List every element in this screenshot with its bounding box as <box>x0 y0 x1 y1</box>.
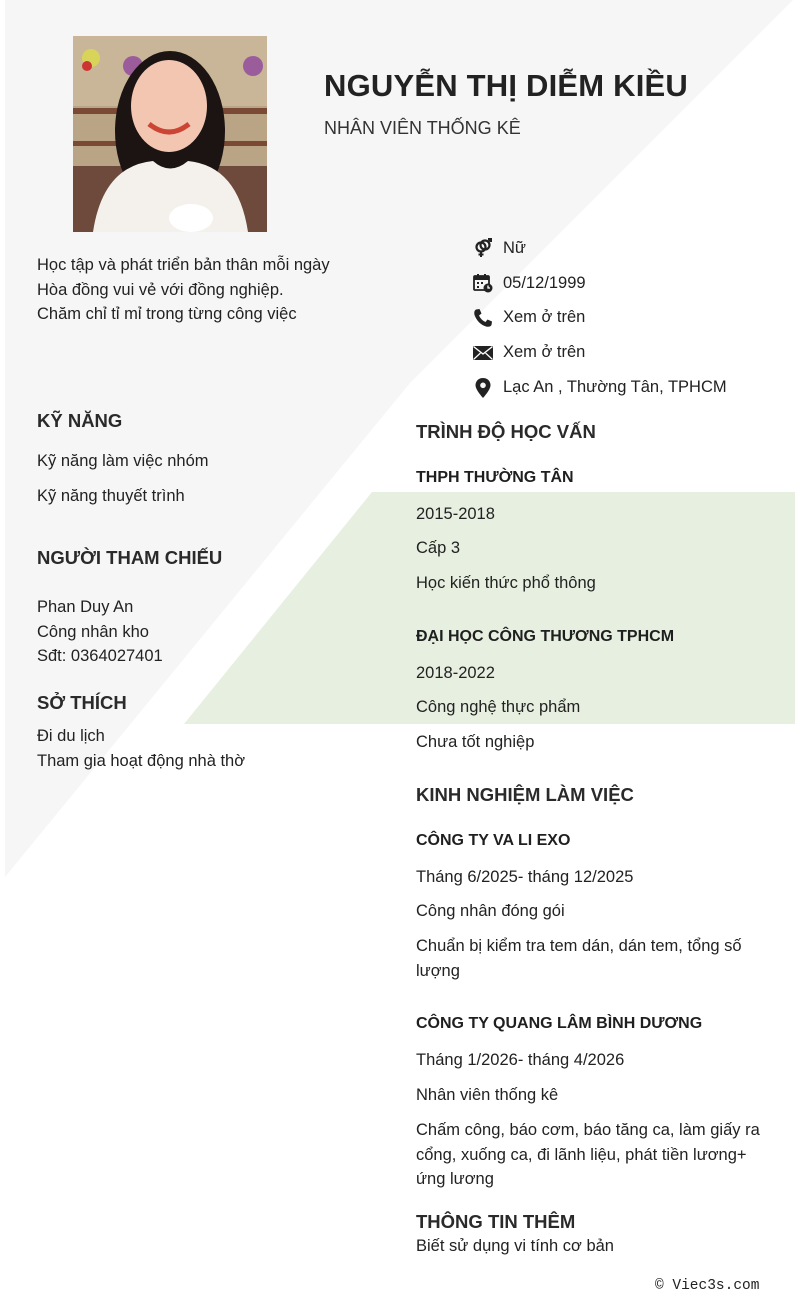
experience-position: Công nhân đóng gói <box>416 902 565 920</box>
references-heading: NGƯỜI THAM CHIẾU <box>37 547 223 568</box>
education-major: Cấp 3 <box>416 539 461 557</box>
birthdate-value: 05/12/1999 <box>503 273 586 292</box>
about-line: Học tập và phát triển bản thân mỗi ngày <box>37 256 330 274</box>
contact-birthdate <box>472 266 727 301</box>
education-period: 2018-2022 <box>416 664 495 682</box>
phone-value: Xem ở trên <box>503 308 586 327</box>
skill-item: Kỹ năng thuyết trình <box>37 487 185 505</box>
gender-value: Nữ <box>503 238 526 257</box>
calendar-icon <box>472 272 494 294</box>
candidate-name: NGUYỄN THỊ DIỄM KIỀU <box>324 68 688 103</box>
about-line: Hòa đồng vui vẻ với đồng nghiệp. <box>37 280 284 299</box>
additional-text: Biết sử dụng vi tính cơ bản <box>416 1237 614 1255</box>
address-value: Lạc An , Thường Tân, TPHCM <box>503 378 727 397</box>
education-school: ĐẠI HỌC CÔNG THƯƠNG TPHCM <box>416 628 675 645</box>
hobby-item: Đi du lịch <box>37 727 105 745</box>
skill-item: Kỹ năng làm việc nhóm <box>37 452 209 470</box>
education-heading: TRÌNH ĐỘ HỌC VẤN <box>416 421 596 442</box>
experience-heading: KINH NGHIỆM LÀM VIỆC <box>416 784 634 805</box>
education-period: 2015-2018 <box>416 505 495 523</box>
experience-description: Chấm công, báo cơm, báo tăng ca, làm giấy ra cổng, xuống ca, đi lãnh liệu, phát tiền lương+ ứng lương <box>416 1121 760 1188</box>
experience-company: CÔNG TY QUANG LÂM BÌNH DƯƠNG <box>416 1015 703 1032</box>
experience-description: Chuẩn bị kiểm tra tem dán, dán tem, tổng số lượng <box>416 937 742 980</box>
contact-phone <box>472 301 727 336</box>
reference-phone: Sđt: 0364027401 <box>37 647 163 665</box>
contact-email <box>472 335 727 370</box>
experience-period: Tháng 1/2026- tháng 4/2026 <box>416 1051 625 1069</box>
reference-name: Phan Duy An <box>37 598 134 616</box>
copyright[interactable]: © Viec3s.com <box>655 1278 760 1294</box>
contact-info <box>472 231 727 405</box>
email-value: Xem ở trên <box>503 343 586 362</box>
about-section <box>37 253 330 327</box>
reference-details <box>37 595 397 669</box>
skills-heading: KỸ NĂNG <box>37 410 123 431</box>
additional-heading: THÔNG TIN THÊM <box>416 1211 576 1232</box>
about-line: Chăm chỉ tỉ mỉ trong từng công việc <box>37 305 297 323</box>
education-major: Công nghệ thực phẩm <box>416 698 581 716</box>
profile-photo <box>73 36 267 232</box>
education-school: THPH THƯỜNG TÂN <box>416 469 574 486</box>
education-note: Chưa tốt nghiệp <box>416 733 535 751</box>
reference-position: Công nhân kho <box>37 622 149 641</box>
experience-period: Tháng 6/2025- tháng 12/2025 <box>416 868 634 886</box>
experience-company: CÔNG TY VA LI EXO <box>416 832 571 849</box>
hobbies-heading: SỞ THÍCH <box>37 692 127 713</box>
gender-icon <box>472 237 494 259</box>
experience-position: Nhân viên thống kê <box>416 1086 559 1104</box>
contact-gender <box>472 231 727 266</box>
education-note: Học kiến thức phổ thông <box>416 574 596 592</box>
location-icon <box>472 377 494 399</box>
hobby-item: Tham gia hoạt động nhà thờ <box>37 751 246 770</box>
phone-icon <box>472 307 494 329</box>
contact-address <box>472 370 727 405</box>
hobbies-list <box>37 724 397 773</box>
mail-icon <box>472 342 494 364</box>
job-title: NHÂN VIÊN THỐNG KÊ <box>324 118 521 138</box>
